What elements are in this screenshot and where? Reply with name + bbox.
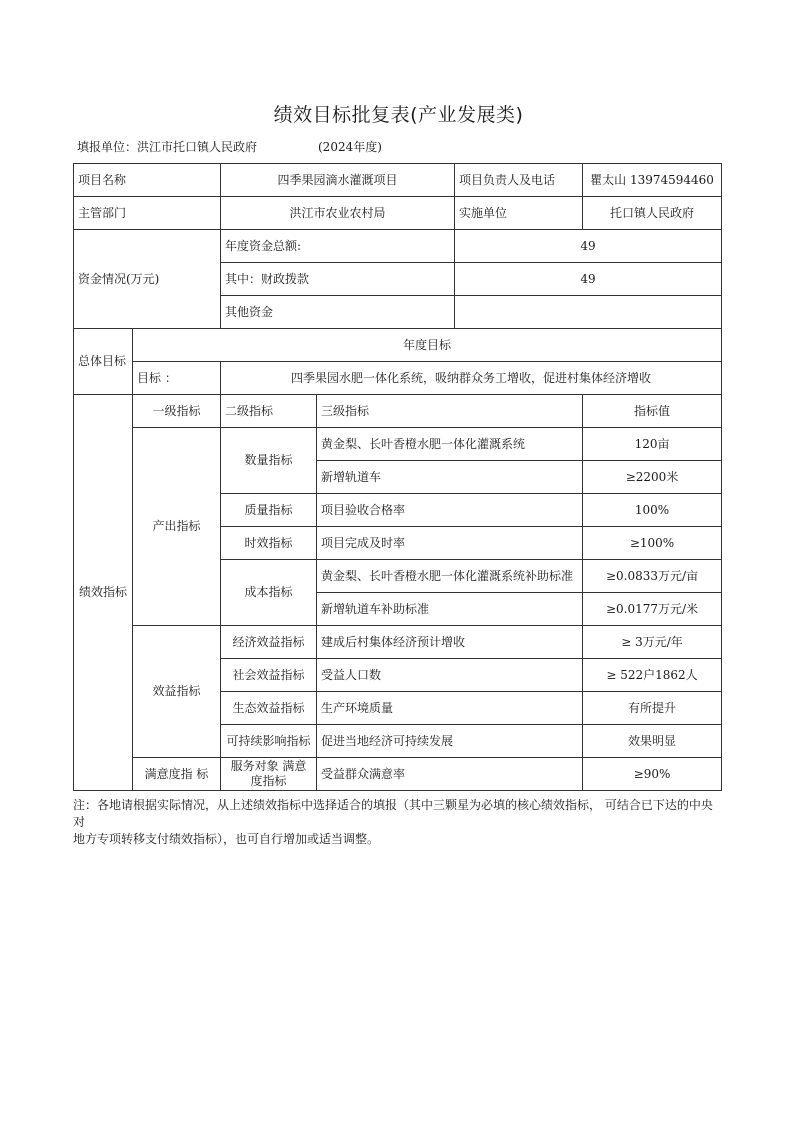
value-cell: ≥100% (583, 527, 722, 560)
performance-target-table (73, 163, 722, 791)
table-row (74, 164, 722, 197)
level3-cell: 建成后村集体经济预计增收 (317, 626, 583, 659)
level2-cell: 质量指标 (221, 494, 317, 527)
header-level3: 三级指标 (317, 395, 583, 428)
table-row (74, 428, 722, 461)
impl-unit-label: 实施单位 (455, 197, 583, 230)
funds-row-label: 其他资金 (221, 296, 455, 329)
value-cell: ≥90% (583, 758, 722, 791)
header-level1: 一级指标 (133, 395, 221, 428)
value-cell: ≥ 3万元/年 (583, 626, 722, 659)
level3-cell: 项目完成及时率 (317, 527, 583, 560)
perf-indicators-label: 绩效指标 (74, 395, 133, 791)
level2-cell: 社会效益指标 (221, 659, 317, 692)
funds-row-value: 49 (455, 263, 722, 296)
level2-cell: 服务对象 满意度指标 (221, 758, 317, 791)
level2-cell: 时效指标 (221, 527, 317, 560)
project-owner-label: 项目负责人及电话 (455, 164, 583, 197)
level3-cell: 受益群众满意率 (317, 758, 583, 791)
funds-label: 资金情况(万元) (74, 230, 221, 329)
funds-row-value (455, 296, 722, 329)
dept-value: 洪江市农业农村局 (221, 197, 455, 230)
level3-cell: 促进当地经济可持续发展 (317, 725, 583, 758)
target-label: 目标 ： (133, 362, 221, 395)
level3-cell: 黄金梨、长叶香橙水肥一体化灌溉系统 (317, 428, 583, 461)
fiscal-year: (2024年度) (318, 140, 382, 154)
value-cell: ≥ 522户1862人 (583, 659, 722, 692)
project-owner-value: 瞿太山 13974594460 (583, 164, 722, 197)
project-name-value: 四季果园滴水灌溉项目 (221, 164, 455, 197)
funds-row-value: 49 (455, 230, 722, 263)
dept-label: 主管部门 (74, 197, 221, 230)
value-cell: ≥2200米 (583, 461, 722, 494)
table-row (74, 758, 722, 791)
value-cell: 有所提升 (583, 692, 722, 725)
value-cell: 120亩 (583, 428, 722, 461)
page-title: 绩效目标批复表(产业发展类) (273, 104, 524, 126)
level3-cell: 项目验收合格率 (317, 494, 583, 527)
table-row (74, 362, 722, 395)
value-cell: 100% (583, 494, 722, 527)
impl-unit-value: 托口镇人民政府 (583, 197, 722, 230)
table-row (74, 395, 722, 428)
output-indicators-label: 产出指标 (133, 428, 221, 626)
table-row (74, 197, 722, 230)
table-row (74, 230, 722, 263)
header-level2: 二级指标 (221, 395, 317, 428)
level3-cell: 生产环境质量 (317, 692, 583, 725)
level2-cell: 可持续影响指标 (221, 725, 317, 758)
annual-goal-header: 年度目标 (133, 329, 722, 362)
filing-unit: 填报单位：洪江市托口镇人民政府 (77, 140, 258, 154)
level2-cell: 数量指标 (221, 428, 317, 494)
overall-goal-label: 总体目标 (74, 329, 133, 395)
funds-row-label: 其中：财政拨款 (221, 263, 455, 296)
level2-cell: 经济效益指标 (221, 626, 317, 659)
level3-cell: 受益人口数 (317, 659, 583, 692)
benefit-indicators-label: 效益指标 (133, 626, 221, 758)
level3-cell: 新增轨道车补助标准 (317, 593, 583, 626)
project-name-label: 项目名称 (74, 164, 221, 197)
level3-cell: 黄金梨、长叶香橙水肥一体化灌溉系统补助标准 (317, 560, 583, 593)
footnote-line: 注：各地请根据实际情况，从上述绩效指标中选择适合的填报（其中三颗星为必填的核心绩效指标， 可结合已下达的中央对 (73, 798, 713, 829)
value-cell: ≥0.0833万元/亩 (583, 560, 722, 593)
value-cell: ≥0.0177万元/米 (583, 593, 722, 626)
table-row (74, 626, 722, 659)
level2-cell: 生态效益指标 (221, 692, 317, 725)
target-value: 四季果园水肥一体化系统，吸纳群众务工增收，促进村集体经济增收 (221, 362, 722, 395)
header-value: 指标值 (583, 395, 722, 428)
level2-cell: 成本指标 (221, 560, 317, 626)
footnote (73, 797, 723, 848)
table-row (74, 329, 722, 362)
value-cell: 效果明显 (583, 725, 722, 758)
funds-row-label: 年度资金总额: (221, 230, 455, 263)
level3-cell: 新增轨道车 (317, 461, 583, 494)
footnote-line: 地方专项转移支付绩效指标），也可自行增加或适当调整。 (73, 832, 380, 846)
satisfaction-indicators-label: 满意度指 标 (133, 758, 221, 791)
